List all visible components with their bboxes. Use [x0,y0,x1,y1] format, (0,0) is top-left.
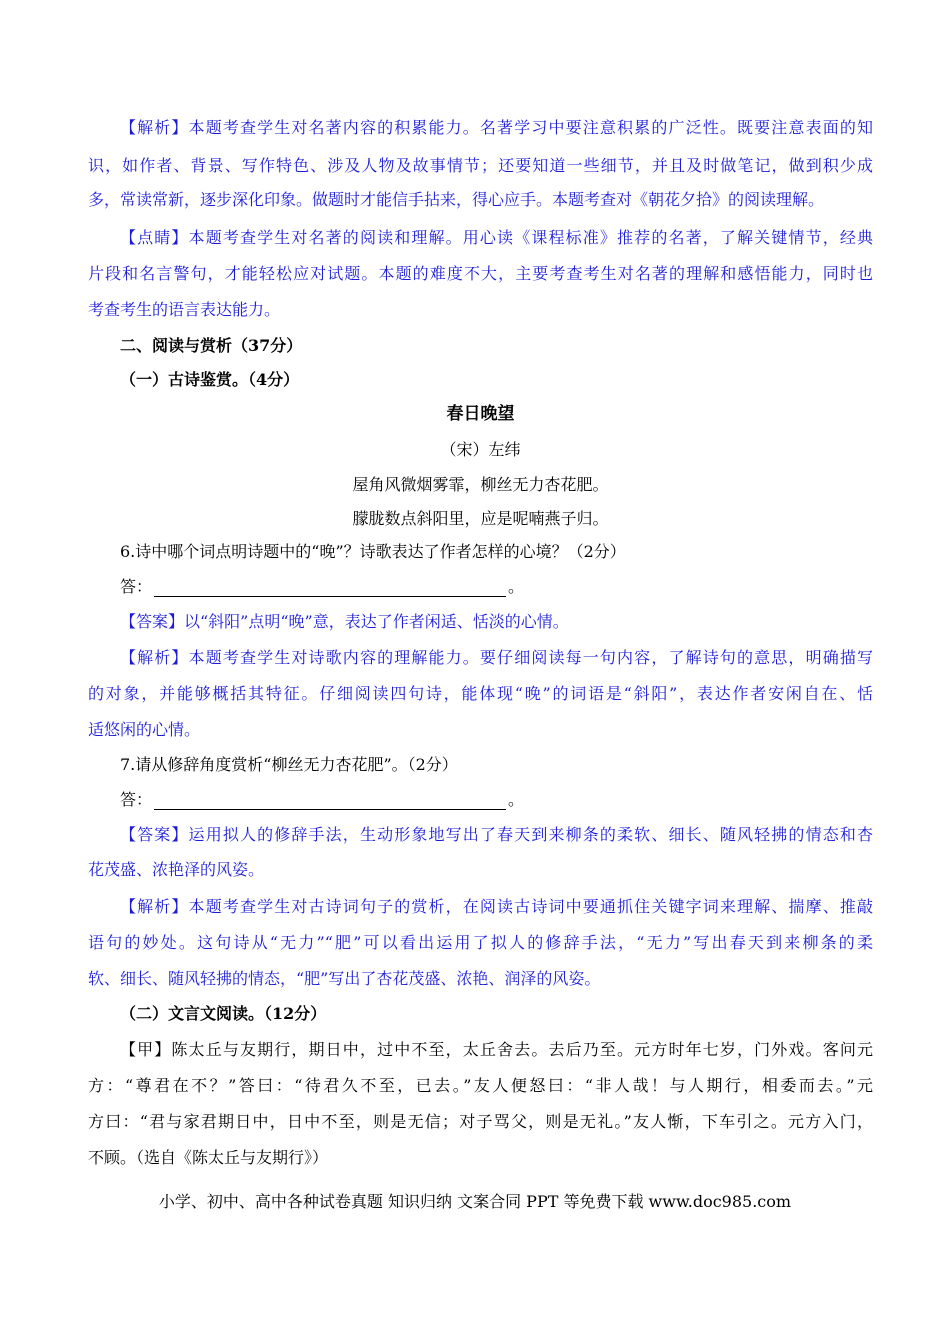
analysis-line: 【解析】本题考查学生对古诗词句子的赏析，在阅读古诗词中要通抓住关键字词来理解、揣摩、推敲 [120,897,873,916]
analysis-line: 识，如作者、背景、写作特色、涉及人物及故事情节；还要知道一些细节，并且及时做笔记，做到积少成 [88,156,873,175]
passage-line: 方：“尊君在不？”答曰：“待君久不至，已去。”友人便怒曰：“非人哉！与人期行，相委而去。”元 [88,1076,873,1095]
analysis-line: 的对象，并能够概括其特征。仔细阅读四句诗，能体现“晚”的词语是“斜阳”，表达作者安闲自在、恬 [88,684,873,703]
answer-prefix: 答： [120,790,153,809]
analysis-line: 适悠闲的心情。 [88,720,201,739]
question-6: 6.诗中哪个词点明诗题中的“晚”？诗歌表达了作者怎样的心境？（2分） [120,542,626,561]
subsection-heading: （二）文言文阅读。（12分） [120,1004,327,1023]
analysis-line: 【解析】本题考查学生对诗歌内容的理解能力。要仔细阅读每一句内容，了解诗句的意思，明确描写 [120,648,873,667]
poem-author: （宋）左纬 [440,440,521,459]
page-footer: 小学、初中、高中各种试卷真题 知识归纳 文案合同 PPT 等免费下载 www.doc985.com [158,1192,792,1211]
answer-6: 【答案】以“斜阳”点明“晚”意，表达了作者闲适、恬淡的心情。 [120,612,569,631]
question-7: 7.请从修辞角度赏析“柳丝无力杏花肥”。（2分） [120,755,458,774]
passage-line: 方曰：“君与家君期日中，日中不至，则是无信；对子骂父，则是无礼。”友人惭，下车引之。元方入门， [88,1112,873,1131]
section-heading: 二、阅读与赏析（37分） [120,336,303,355]
answer-suffix: 。 [508,790,525,809]
analysis-line: 多，常读常新，逐步深化印象。做题时才能信手拈来，得心应手。本题考查对《朝花夕拾》的阅读理解。 [88,190,825,209]
poem-title: 春日晚望 [446,404,515,424]
passage-line: 不顾。（选自《陈太丘与友期行》） [88,1148,329,1167]
dianjing-line: 片段和名言警句，才能轻松应对试题。本题的难度不大，主要考查考生对名著的理解和感悟能力，同时也 [88,264,873,283]
answer-7-line: 花茂盛、浓艳泽的风姿。 [88,860,265,879]
dianjing-line: 考查考生的语言表达能力。 [88,300,281,319]
answer-suffix: 。 [508,577,525,596]
answer-blank [154,582,506,597]
analysis-line: 语句的妙处。这句诗从“无力”“肥”可以看出运用了拟人的修辞手法，“无力”写出春天到来柳条的柔 [88,933,873,952]
poem-line: 朦胧数点斜阳里，应是呢喃燕子归。 [352,509,609,528]
answer-line-7 [120,790,873,810]
dianjing-line: 【点睛】本题考查学生对名著的阅读和理解。用心读《课程标准》推荐的名著，了解关键情节，经典 [120,228,873,247]
answer-prefix: 答： [120,577,153,596]
analysis-line: 【解析】本题考查学生对名著内容的积累能力。名著学习中要注意积累的广泛性。既要注意表面的知 [120,118,873,137]
answer-7-line: 【答案】运用拟人的修辞手法，生动形象地写出了春天到来柳条的柔软、细长、随风轻拂的情态和杏 [120,825,873,844]
answer-blank [154,795,506,810]
poem-line: 屋角风微烟雾霏，柳丝无力杏花肥。 [352,475,609,494]
analysis-line: 软、细长、随风轻拂的情态，“肥”写出了杏花茂盛、浓艳、润泽的风姿。 [88,969,601,988]
passage-line: 【甲】陈太丘与友期行，期日中，过中不至，太丘舍去。去后乃至。元方时年七岁，门外戏。客问元 [120,1040,873,1059]
answer-line-6 [120,577,873,597]
subsection-heading: （一）古诗鉴赏。（4分） [120,370,300,389]
